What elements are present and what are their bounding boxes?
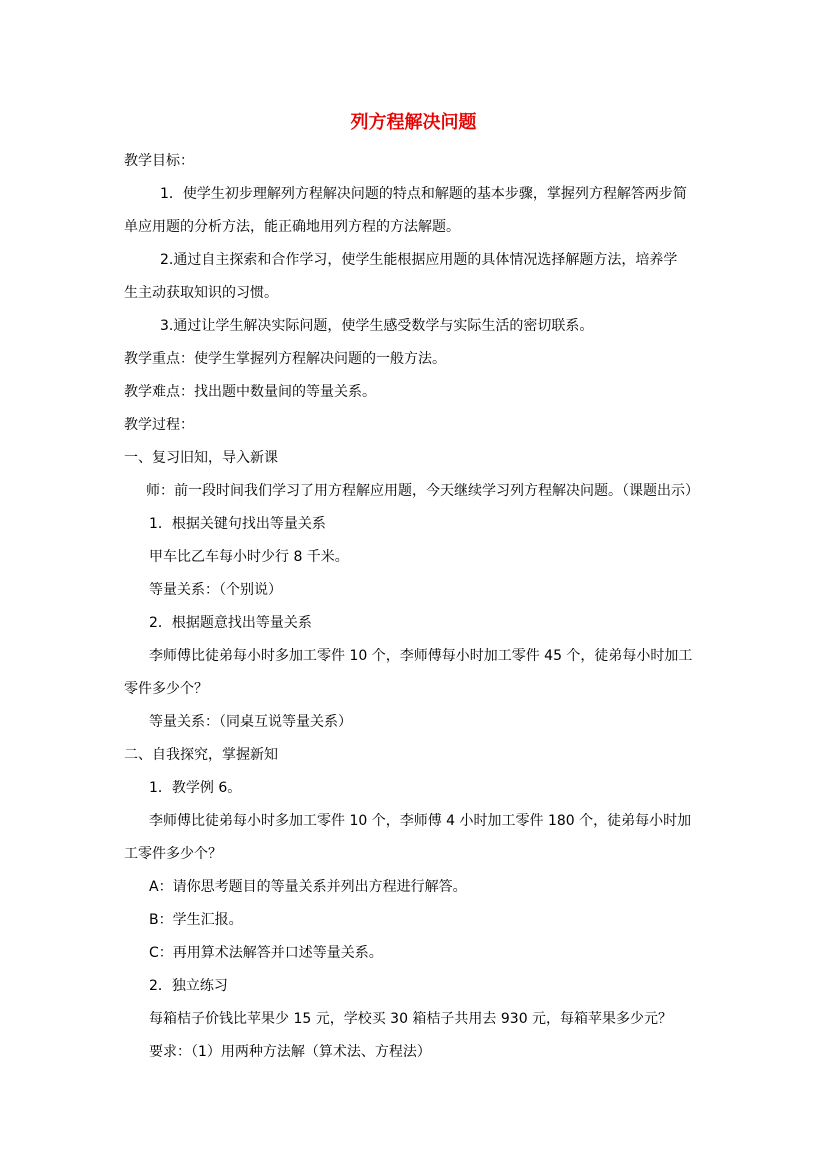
section-1-heading: 一、复习旧知，导入新课 bbox=[124, 450, 278, 466]
heading-teaching-goals: 教学目标： bbox=[124, 153, 194, 169]
goal-1-line-2: 单应用题的分析方法，能正确地用列方程的方法解题。 bbox=[124, 219, 460, 235]
goal-2-line-1: 2.通过自主探索和合作学习，使学生能根据应用题的具体情况选择解题方法，培养学 bbox=[160, 252, 678, 268]
item-2-problem-line-2: 零件多少个？ bbox=[124, 681, 208, 697]
practice-requirement: 要求：（1）用两种方法解（算术法、方程法） bbox=[149, 1044, 431, 1060]
section-2-heading: 二、自我探究，掌握新知 bbox=[124, 747, 278, 763]
example-6-heading: 1．教学例 6。 bbox=[149, 780, 242, 796]
item-2-problem-line-1: 李师傅比徒弟每小时多加工零件 10 个，李师傅每小时加工零件 45 个，徒弟每小时加工 bbox=[149, 648, 693, 664]
item-1-relation: 等量关系：（个别说） bbox=[149, 582, 282, 598]
goal-3: 3.通过让学生解决实际问题，使学生感受数学与实际生活的密切联系。 bbox=[160, 318, 594, 334]
item-1-heading: 1．根据关键句找出等量关系 bbox=[149, 516, 326, 532]
step-b: B：学生汇报。 bbox=[149, 912, 243, 928]
practice-heading: 2．独立练习 bbox=[149, 978, 228, 994]
example-6-problem-line-1: 李师傅比徒弟每小时多加工零件 10 个，李师傅 4 小时加工零件 180 个，徒弟每小时加 bbox=[149, 813, 692, 829]
teaching-difficulty: 教学难点：找出题中数量间的等量关系。 bbox=[124, 384, 376, 400]
heading-teaching-process: 教学过程： bbox=[124, 417, 194, 433]
document-title: 列方程解决问题 bbox=[350, 112, 477, 133]
item-2-relation: 等量关系：（同桌互说等量关系） bbox=[149, 714, 352, 730]
practice-problem: 每箱桔子价钱比苹果少 15 元，学校买 30 箱桔子共用去 930 元，每箱苹果多少元？ bbox=[149, 1011, 673, 1027]
step-a: A：请你思考题目的等量关系并列出方程进行解答。 bbox=[149, 879, 467, 895]
example-6-problem-line-2: 工零件多少个？ bbox=[124, 846, 222, 862]
item-1-sentence: 甲车比乙车每小时少行 8 千米。 bbox=[149, 549, 349, 565]
goal-2-line-2: 生主动获取知识的习惯。 bbox=[124, 285, 278, 301]
teacher-intro: 师：前一段时间我们学习了用方程解应用题，今天继续学习列方程解决问题。（课题出示） bbox=[146, 483, 699, 499]
teaching-key-point: 教学重点：使学生掌握列方程解决问题的一般方法。 bbox=[124, 351, 446, 367]
step-c: C：再用算术法解答并口述等量关系。 bbox=[149, 945, 383, 961]
item-2-heading: 2．根据题意找出等量关系 bbox=[149, 615, 312, 631]
goal-1-line-1: 1．使学生初步理解列方程解决问题的特点和解题的基本步骤，掌握列方程解答两步简 bbox=[160, 186, 687, 202]
